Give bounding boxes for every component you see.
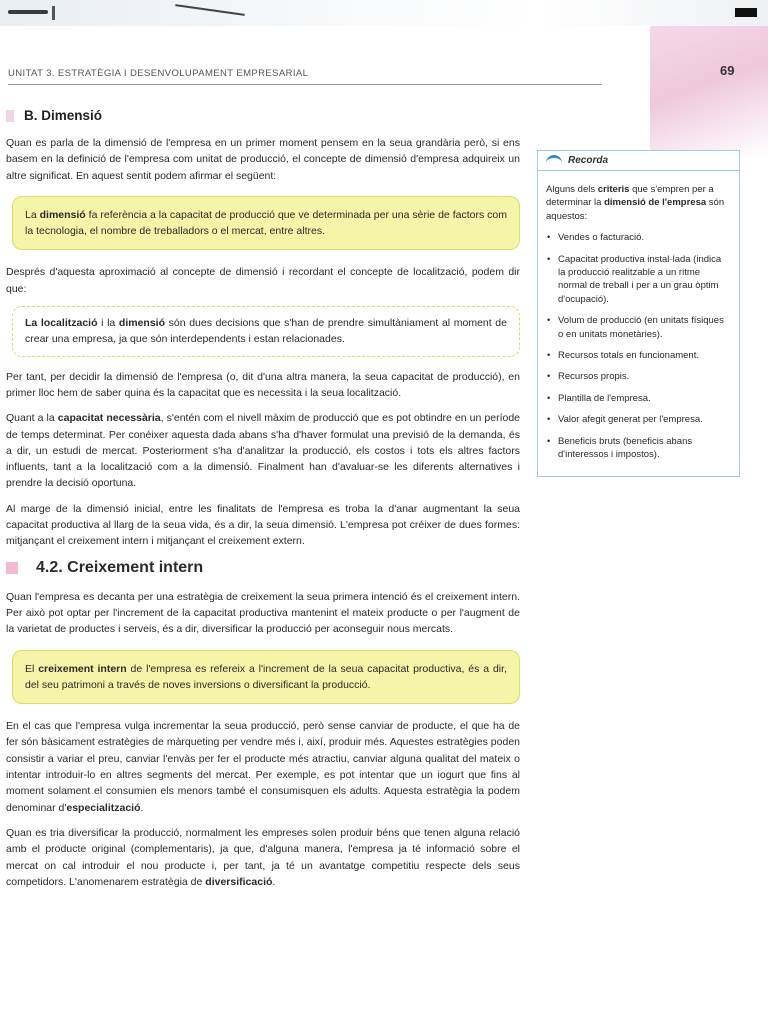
main-column	[6, 108, 520, 899]
list-item: • Plantilla de l'empresa.	[546, 392, 731, 405]
section-heading-4-2	[6, 559, 520, 577]
paragraph: Després d'aquesta aproximació al concepte de dimensió i recordant el concepte de localització, podem dir que:	[6, 266, 520, 295]
sidebar-title: Recorda	[568, 155, 609, 166]
list-item: • Volum de producció (en unitats físiques o en unitats monetàries).	[546, 314, 731, 341]
header-divider	[8, 84, 602, 85]
sidebar-header	[538, 151, 739, 171]
scan-artifact	[735, 8, 757, 17]
swoosh-icon	[546, 155, 562, 166]
page-corner-decoration	[650, 26, 768, 156]
paragraph: Quant a la capacitat necessària, s'entén com el nivell màxim de producció que es pot obtindre en un període de temps determinat. Per conéixer aquesta dada abans s'ha d'haver formulat una previsió de la demanda, és a dir, un estudi de mercat. Posteriorment s'ha d'analitzar la producció, els costos i tots els altres factors influents, tant a la localització com a la dimensió. Finalment han d'avaluar-se les diferents alternatives i prendre la decisió oportuna.	[6, 412, 521, 490]
list-item: • Recursos totals en funcionament.	[546, 349, 731, 362]
sidebar-recorda	[537, 150, 740, 477]
list-item: • Vendes o facturació.	[546, 231, 731, 244]
section-heading-b	[6, 108, 520, 123]
definition-box-dimension	[12, 196, 520, 251]
running-head: UNITAT 3. ESTRATÈGIA I DESENVOLUPAMENT EMPRESARIAL	[8, 68, 309, 79]
paragraph: Quan es parla de la dimensió de l'empresa en un primer moment pensem en la seua grandària però, si ens basem en la definició de l'empresa com unitat de producció, el concepte de dimensió d'empresa adquireix un altre significat. En aquest sentit podem afirmar el següent:	[6, 137, 520, 182]
scan-top-edge	[0, 0, 768, 26]
criteria-list	[546, 231, 731, 461]
sidebar-intro: Alguns dels criteris que s'empren per a determinar la dimensió de l'empresa són aquestos:	[546, 184, 725, 222]
note-box-location-dimension	[12, 306, 520, 357]
section-title: 4.2. Creixement intern	[36, 558, 204, 576]
list-item: • Capacitat productiva instal·lada (indica la producció realitzable a un ritme normal de treball i per a un grau òptim d'ocupació).	[546, 253, 731, 307]
paragraph: Al marge de la dimensió inicial, entre les finalitats de l'empresa es troba la d'anar augmentant la seua capacitat productiva al llarg de la seua vida, és a dir, la seua dimensió. L'empresa pot créixer de dues formes: mitjançant el creixement intern i mitjançant el creixement extern.	[6, 502, 520, 548]
paragraph: Per tant, per decidir la dimensió de l'empresa (o, dit d'una altra manera, la seua capacitat de producció), en primer lloc hem de saber quina és la capacitat que es necessita i la seua localització.	[6, 370, 520, 399]
note-text: La localització i la dimensió són dues decisions que s'han de prendre simultàniament al moment de crear una empresa, ja que són interdependents i estan relacionades.	[25, 317, 507, 346]
paragraph: En el cas que l'empresa vulga incrementar la seua producció, però sense canviar de producte, el que ha de fer són bàsicament estratègies de màrqueting per vendre més i, així, produir més. Aquestes estratègies poden consistir a variar el preu, canviar l'envàs per fer el producte més atractiu, canviar alguna qualitat del mateix o intentar introduir-lo en altres segments del mercat. Per exemple, es pot intentar que un iogurt que fins al moment solament el consumien els menors també el consumisquen els adults. Aquesta estratègia la podem denominar d'especialització.	[6, 720, 520, 814]
scan-artifact	[175, 4, 245, 16]
list-item: • Valor afegit generat per l'empresa.	[546, 413, 731, 426]
page-number: 69	[720, 63, 735, 78]
scan-artifact	[8, 10, 48, 14]
list-item: • Recursos propis.	[546, 370, 731, 383]
scan-artifact	[52, 6, 55, 20]
definition-box-internal-growth	[12, 650, 520, 705]
list-item: • Beneficis bruts (beneficis abans d'interessos i impostos).	[546, 435, 731, 462]
section-marker	[6, 562, 18, 574]
paragraph: Quan es tria diversificar la producció, normalment les empreses solen produir béns que tenen alguna relació amb el producte original (complementaris), ja que, d'alguna manera, l'empresa ja té informació sobre el mercat on cal introduir el nou producte i, per tant, ja té un avantatge competitiu respecte dels seus competidors. L'anomenarem estratègia de diversificació.	[6, 826, 520, 888]
definition-text: La dimensió fa referència a la capacitat de producció que ve determinada per una sèrie de factors com la tecnologia, el nombre de treballadors o el mercat, entre altres.	[25, 208, 507, 238]
sidebar-body	[538, 171, 739, 476]
section-marker	[6, 110, 14, 122]
paragraph: Quan l'empresa es decanta per una estratègia de creixement la seua primera intenció és el creixement intern. Per això pot optar per l'increment de la capacitat productiva mantenint el mateix producte o per l'augment de la varietat de productes i serveis, és a dir, diversificar la producció per aconseguir nous mercats.	[6, 590, 520, 636]
section-title: B. Dimensió	[24, 108, 103, 123]
definition-text: El creixement intern de l'empresa es refereix a l'increment de la seua capacitat productiva, és a dir, del seu patrimoni a través de noves inversions o diversificant la producció.	[25, 662, 507, 691]
